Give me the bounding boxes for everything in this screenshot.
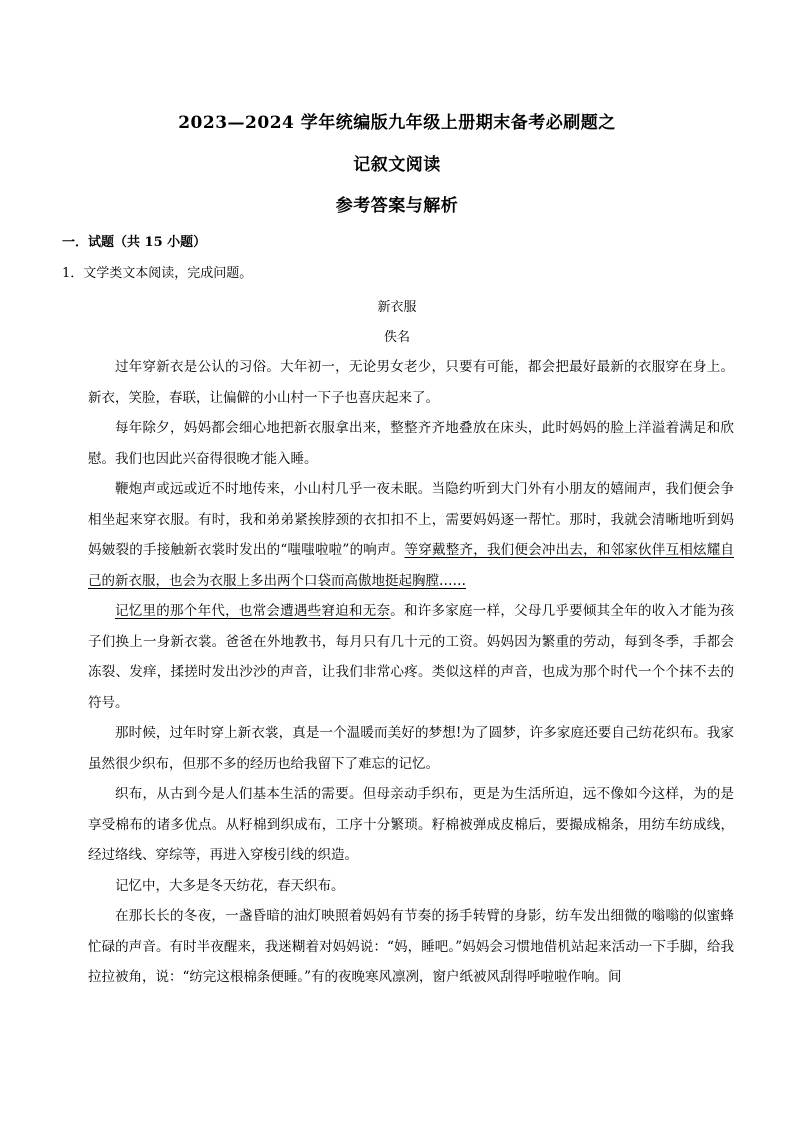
article-title: 新衣服 xyxy=(377,300,417,315)
paragraph: 在那长长的冬夜，一盏昏暗的油灯映照着妈妈有节奏的扬手转臂的身影，纺车发出细微的嗡嗡的似蜜蜂忙碌的声音。有时半夜醒来，我迷糊着对妈妈说：“妈，睡吧。”妈妈会习惯地借机站起来活动一下手脚，给我拉拉被角，说：“纺完这根棉条便睡。”有的夜晚寒风凛冽，窗户纸被风刮得呼啦啦作响。间 xyxy=(88,908,734,985)
paragraph xyxy=(88,596,734,718)
paragraph: 织布，从古到今是人们基本生活的需要。但母亲动手织布，更是为生活所迫，远不像如今这样，为的是享受棉布的诸多优点。从籽棉到织成布，工序十分繁琐。籽棉被弹成皮棉后，要撮成棉条，用纺车纺成线，经过络线、穿综等，再进入穿梭引线的织造。 xyxy=(88,786,734,863)
article-body xyxy=(88,352,734,993)
paragraph: 记忆中，大多是冬天纺花，春天织布。 xyxy=(115,877,345,894)
paragraph-text: 鞭炮声或远或近不时地传来，小山村几乎一夜未眠。当隐约听到大门外有小朋友的嬉闹声，我们便会争相坐起来穿衣服。有时，我和弟弟紧挨脖颈的衣扣扣不上，需要妈妈逐一帮忙。那时，我就会清晰地听到妈妈皴裂的手接触新衣裳时发出的“嗤嗤啦啦”的响声。 xyxy=(88,481,734,558)
question-prompt: 1．文学类文本阅读，完成问题。 xyxy=(62,266,253,281)
underlined-sentence: 等穿戴整齐，我们便会冲出去，和邻家伙伴互相炫耀自己的新衣服，也会为衣服上多出两个口袋而高傲地挺起胸膛…… xyxy=(88,542,734,589)
paragraph xyxy=(88,413,734,474)
document-subtitle-answers: 参考答案与解析 xyxy=(335,196,459,216)
paragraph xyxy=(88,474,734,596)
paragraph: 过年穿新衣是公认的习俗。大年初一，无论男女老少，只要有可能，都会把最好最新的衣服穿在身上。新衣，笑脸，春联，让偏僻的小山村一下子也喜庆起来了。 xyxy=(88,359,734,406)
article-author: 佚名 xyxy=(383,330,410,345)
underlined-sentence: 记忆里的那个年代，也常会遭遇些窘迫和无奈 xyxy=(115,603,391,619)
document-title: 2023—2024 学年统编版九年级上册期末备考必刷题之 xyxy=(178,113,616,133)
paragraph-text: 每年除夕，妈妈都会细心地把新衣服拿出来，整整齐齐地叠放在床头，此时妈妈的脸上洋溢着满足和欣慰。我们也因此兴奋得很晚才能入睡。 xyxy=(88,420,734,467)
section-heading: 一．试题（共 15 小题） xyxy=(62,235,207,250)
paragraph: 那时候，过年时穿上新衣裳，真是一个温暖而美好的梦想!为了圆梦，许多家庭还要自己纺花织布。我家虽然很少织布，但那不多的经历也给我留下了难忘的记忆。 xyxy=(88,725,734,772)
paragraph-text: 。和许多家庭一样，父母几乎要倾其全年的收入才能为孩子们换上一身新衣裳。爸爸在外地教书，每月只有几十元的工资。妈妈因为繁重的劳动，每到冬季，手都会冻裂、发痒，揉搓时发出沙沙的声音，让我们非常心疼。类似这样的声音，也成为那个时代一个个抹不去的符号。 xyxy=(88,603,735,711)
document-subtitle: 记叙文阅读 xyxy=(353,155,441,175)
